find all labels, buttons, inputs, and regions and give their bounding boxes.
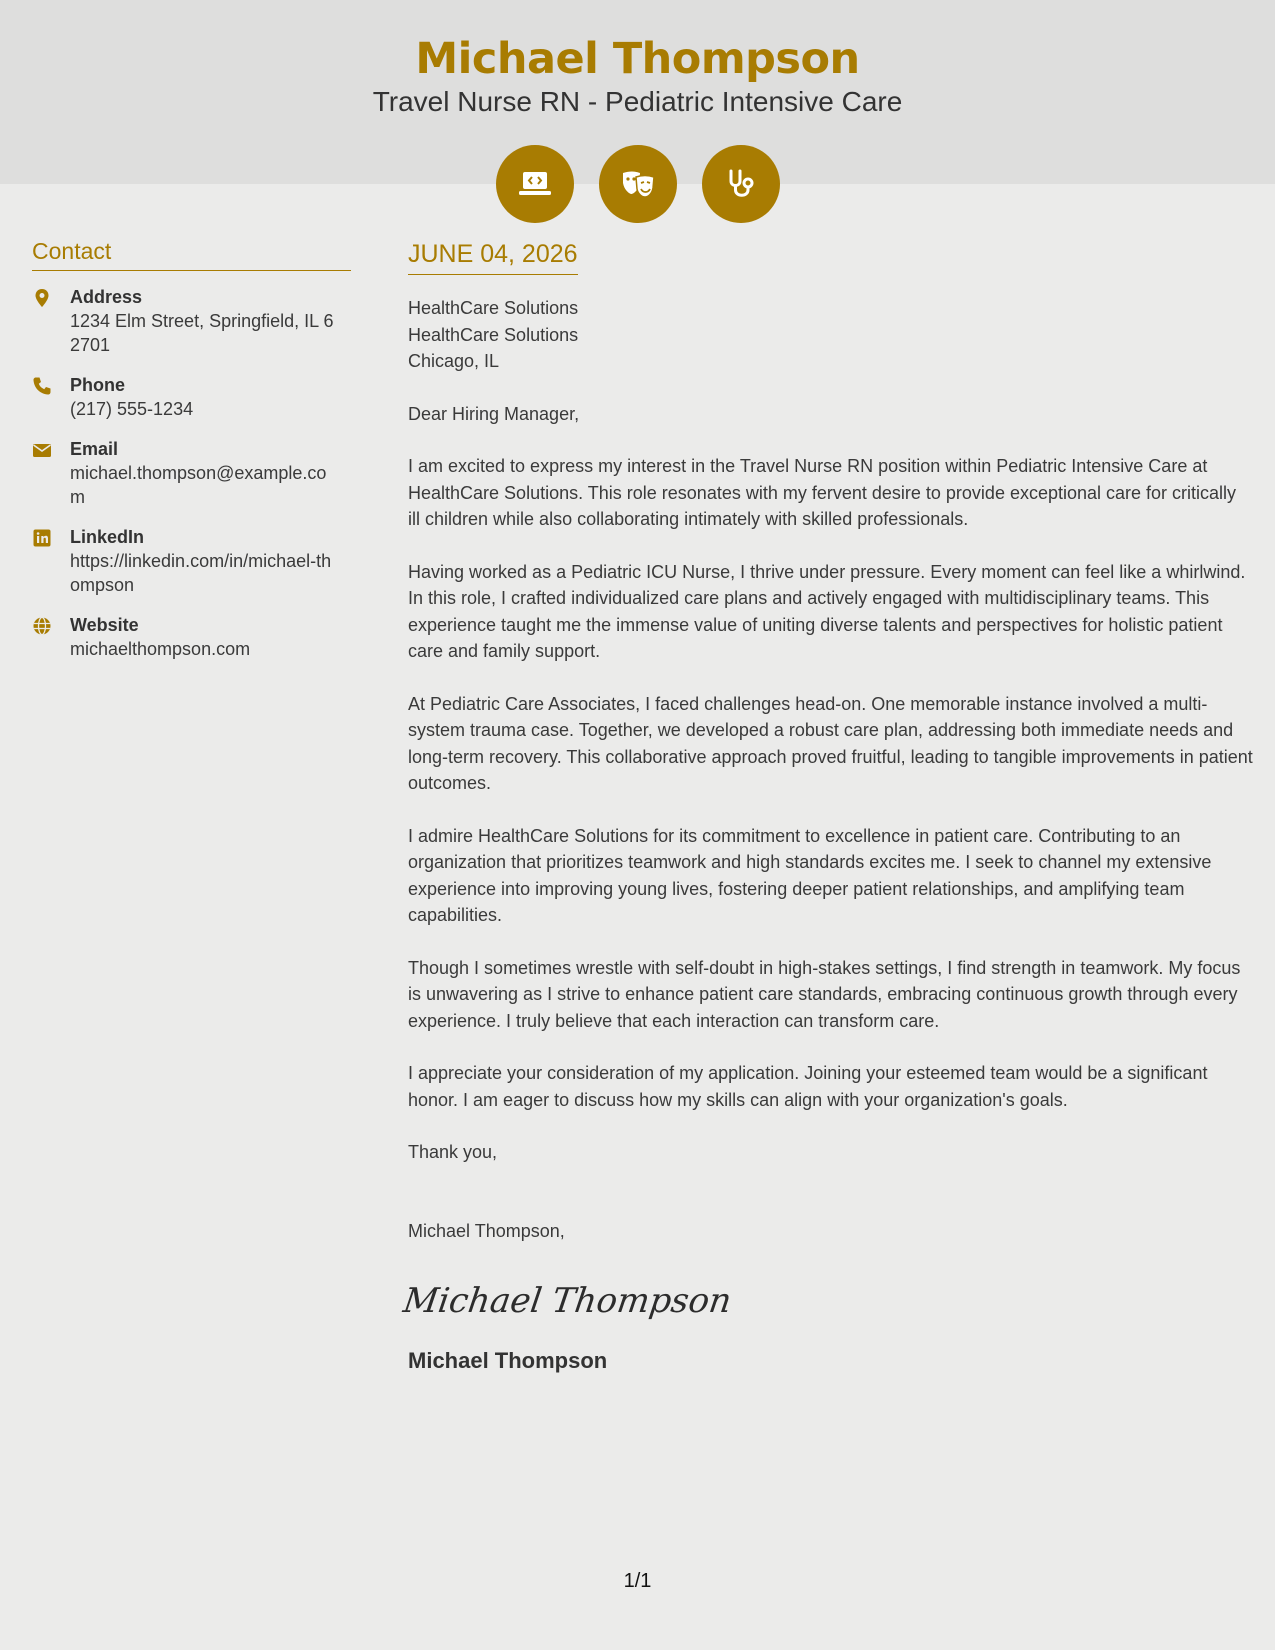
stethoscope-icon	[702, 145, 780, 223]
contact-heading: Contact	[32, 238, 351, 271]
laptop-code-icon	[496, 145, 574, 223]
contact-value: (217) 555-1234	[70, 399, 194, 419]
salutation: Dear Hiring Manager,	[408, 403, 580, 424]
header-icons	[496, 145, 780, 223]
contact-label: Email	[70, 439, 119, 459]
map-pin-icon	[32, 288, 54, 310]
signature	[400, 1270, 1253, 1328]
recipient-block	[408, 295, 1253, 375]
theater-masks-icon	[599, 145, 677, 223]
contact-address	[32, 285, 351, 357]
contact-label: Phone	[70, 375, 126, 395]
letter-body	[400, 240, 1253, 1374]
signed-name: Michael Thompson	[408, 1348, 608, 1373]
letter-paragraph: I am excited to express my interest in the Travel Nurse RN position within Pediatric Intensive Care at HealthCare Solutions. This role resonates with my fervent desire to provide exceptional care for critically ill children while also collaborating intimately with skilled professionals.	[408, 456, 1237, 529]
recipient-line: Chicago, IL	[408, 351, 500, 371]
contact-website	[32, 613, 351, 661]
contact-label: Website	[70, 615, 139, 635]
closing: Thank you,	[408, 1142, 498, 1162]
contact-value[interactable]: michaelthompson.com	[70, 639, 251, 659]
linkedin-icon	[32, 528, 54, 550]
contact-value: 1234 Elm Street, Springfield, IL 62701	[70, 311, 334, 355]
letter-paragraph: At Pediatric Care Associates, I faced challenges head-on. One memorable instance involved a multi-system trauma case. Together, we developed a robust care plan, addressing both immediate needs and long-term recovery. This collaborative approach proved fruitful, leading to tangible improvements in patient outcomes.	[408, 693, 1253, 793]
contact-linkedin	[32, 525, 351, 597]
signature-text: Michael Thompson	[400, 1281, 734, 1321]
contact-label: Address	[70, 287, 143, 307]
envelope-icon	[32, 440, 54, 462]
candidate-title: Travel Nurse RN - Pediatric Intensive Care	[372, 86, 903, 117]
contact-value[interactable]: michael.thompson@example.com	[70, 463, 327, 507]
contact-value[interactable]: https://linkedin.com/in/michael-thompson	[70, 551, 332, 595]
page-number: 1/1	[623, 1570, 652, 1592]
contact-email	[32, 437, 351, 509]
contact-label: LinkedIn	[70, 527, 145, 547]
letter-paragraph: Though I sometimes wrestle with self-doubt in high-stakes settings, I find strength in teamwork. My focus is unwavering as I strive to enhance patient care standards, embracing continuous growth through every experience. I truly believe that each interaction can transform care.	[408, 957, 1241, 1031]
recipient-line: HealthCare Solutions	[408, 298, 579, 318]
letter-paragraph: I admire HealthCare Solutions for its commitment to excellence in patient care. Contributing to an organization that prioritizes teamwork and high standards excites me. I seek to channel my extensive experience into improving young lives, fostering deeper patient relationships, and amplifying team capabilities.	[408, 825, 1212, 925]
letter-date: JUNE 04, 2026	[408, 240, 578, 275]
recipient-line: HealthCare Solutions	[408, 324, 579, 345]
letter-paragraph: Having worked as a Pediatric ICU Nurse, I thrive under pressure. Every moment can feel like a whirlwind. In this role, I crafted individualized care plans and actively engaged with multidisciplinary teams. This experience taught me the immense value of uniting diverse talents and perspectives for holistic patient care and family support.	[408, 561, 1246, 661]
globe-icon	[32, 616, 54, 638]
candidate-name: Michael Thompson	[415, 34, 860, 84]
phone-icon	[32, 376, 54, 398]
contact-sidebar	[32, 238, 351, 677]
contact-phone	[32, 373, 351, 421]
closing-name: Michael Thompson,	[408, 1220, 565, 1241]
letter-paragraph: I appreciate your consideration of my application. Joining your esteemed team would be a significant honor. I am eager to discuss how my skills can align with your organization's goals.	[408, 1063, 1208, 1110]
